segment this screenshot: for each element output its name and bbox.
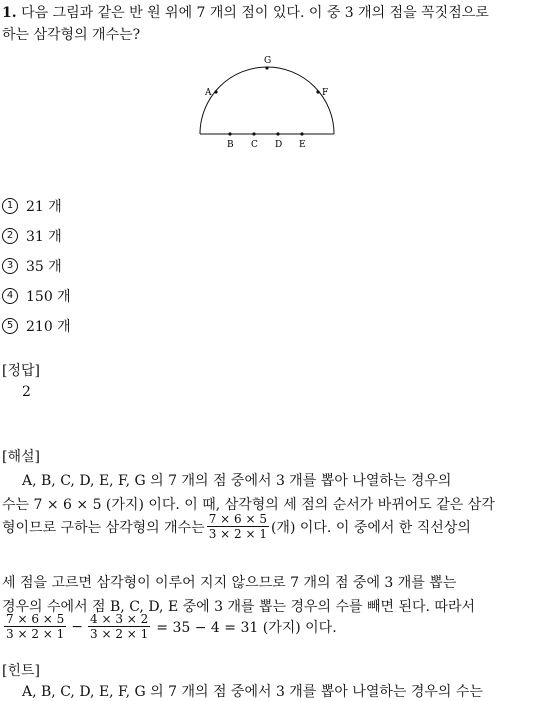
choice-3-mark: 3 xyxy=(2,258,18,274)
choice-1-mark: 1 xyxy=(2,198,18,214)
fraction-denominator: 3 × 2 × 1 xyxy=(208,527,267,541)
explanation-line-5: 경우의 수에서 점 B, C, D, E 중에 3 개를 뽑는 경우의 수를 빼면 된다. 따라서 xyxy=(2,599,476,615)
explanation-line-2: 수는 7 × 6 × 5 (가지) 이다. 이 때, 삼각형의 세 점의 순서가 바뀌어도 같은 삼각 xyxy=(2,497,495,513)
choice-2-text: 31 개 xyxy=(26,229,62,245)
choice-1-text: 21 개 xyxy=(26,199,62,215)
semicircle-arc xyxy=(200,67,334,134)
choice-2[interactable] xyxy=(2,226,62,246)
fraction-numerator: 7 × 6 × 5 xyxy=(208,512,267,526)
label-b: B xyxy=(227,140,234,150)
point-a xyxy=(214,90,217,93)
choice-5-text: 210 개 xyxy=(26,319,71,335)
explanation-line-1: A, B, C, D, E, F, G 의 7 개의 점 중에서 3 개를 뽑아 나열하는 경우의 xyxy=(22,473,452,489)
point-c xyxy=(252,132,255,135)
fraction-triangles xyxy=(207,512,269,541)
minus-sign: − xyxy=(71,618,84,635)
point-e xyxy=(300,132,303,135)
question-text-2: 하는 삼각형의 개수는? xyxy=(2,27,141,43)
point-g xyxy=(265,66,268,69)
choice-2-mark: 2 xyxy=(2,228,18,244)
explanation-line-3 xyxy=(2,512,471,541)
hint-heading: [힌트] xyxy=(2,663,40,679)
explanation-line-3a: 형이므로 구하는 삼각형의 개수는 xyxy=(2,519,205,536)
explanation-line-4: 세 점을 고르면 삼각형이 이루어 지지 않으므로 7 개의 점 중에 3 개를 뽑는 xyxy=(2,575,457,591)
point-f xyxy=(316,90,319,93)
fraction-total-den: 3 × 2 × 1 xyxy=(6,627,65,641)
fraction-total xyxy=(4,612,66,641)
answer-value: 2 xyxy=(22,384,31,400)
point-d xyxy=(276,132,279,135)
explanation-equation xyxy=(2,612,337,641)
answer-heading: [정답] xyxy=(2,363,40,379)
fraction-total-num: 7 × 6 × 5 xyxy=(6,612,65,626)
label-g: G xyxy=(264,56,272,66)
label-e: E xyxy=(299,140,306,150)
fraction-collinear-num: 4 × 3 × 2 xyxy=(90,612,149,626)
label-f: F xyxy=(322,88,329,98)
label-d: D xyxy=(275,140,283,150)
semicircle-figure xyxy=(196,54,341,154)
choice-3[interactable] xyxy=(2,256,62,276)
choice-5[interactable] xyxy=(2,316,71,336)
explanation-line-3b: (개) 이다. 이 중에서 한 직선상의 xyxy=(270,519,471,536)
choice-3-text: 35 개 xyxy=(26,259,62,275)
explanation-heading: [해설] xyxy=(2,449,40,465)
fraction-collinear-den: 3 × 2 × 1 xyxy=(90,627,149,641)
question-text-1: 다음 그림과 같은 반 원 위에 7 개의 점이 있다. 이 중 3 개의 점을 꼭짓점으로 xyxy=(21,5,489,21)
label-c: C xyxy=(251,140,258,150)
point-b xyxy=(228,132,231,135)
choice-5-mark: 5 xyxy=(2,318,18,334)
choice-4[interactable] xyxy=(2,286,71,306)
hint-line-1: A, B, C, D, E, F, G 의 7 개의 점 중에서 3 개를 뽑아 나열하는 경우의 수는 xyxy=(22,684,483,700)
fraction-collinear xyxy=(88,612,150,641)
choice-4-mark: 4 xyxy=(2,288,18,304)
question-number: 1. xyxy=(2,5,17,21)
choice-4-text: 150 개 xyxy=(26,289,71,305)
equation-result: = 35 − 4 = 31 (가지) 이다. xyxy=(156,619,337,636)
choice-1[interactable] xyxy=(2,196,62,216)
question-line-1 xyxy=(2,2,489,22)
label-a: A xyxy=(205,88,212,98)
